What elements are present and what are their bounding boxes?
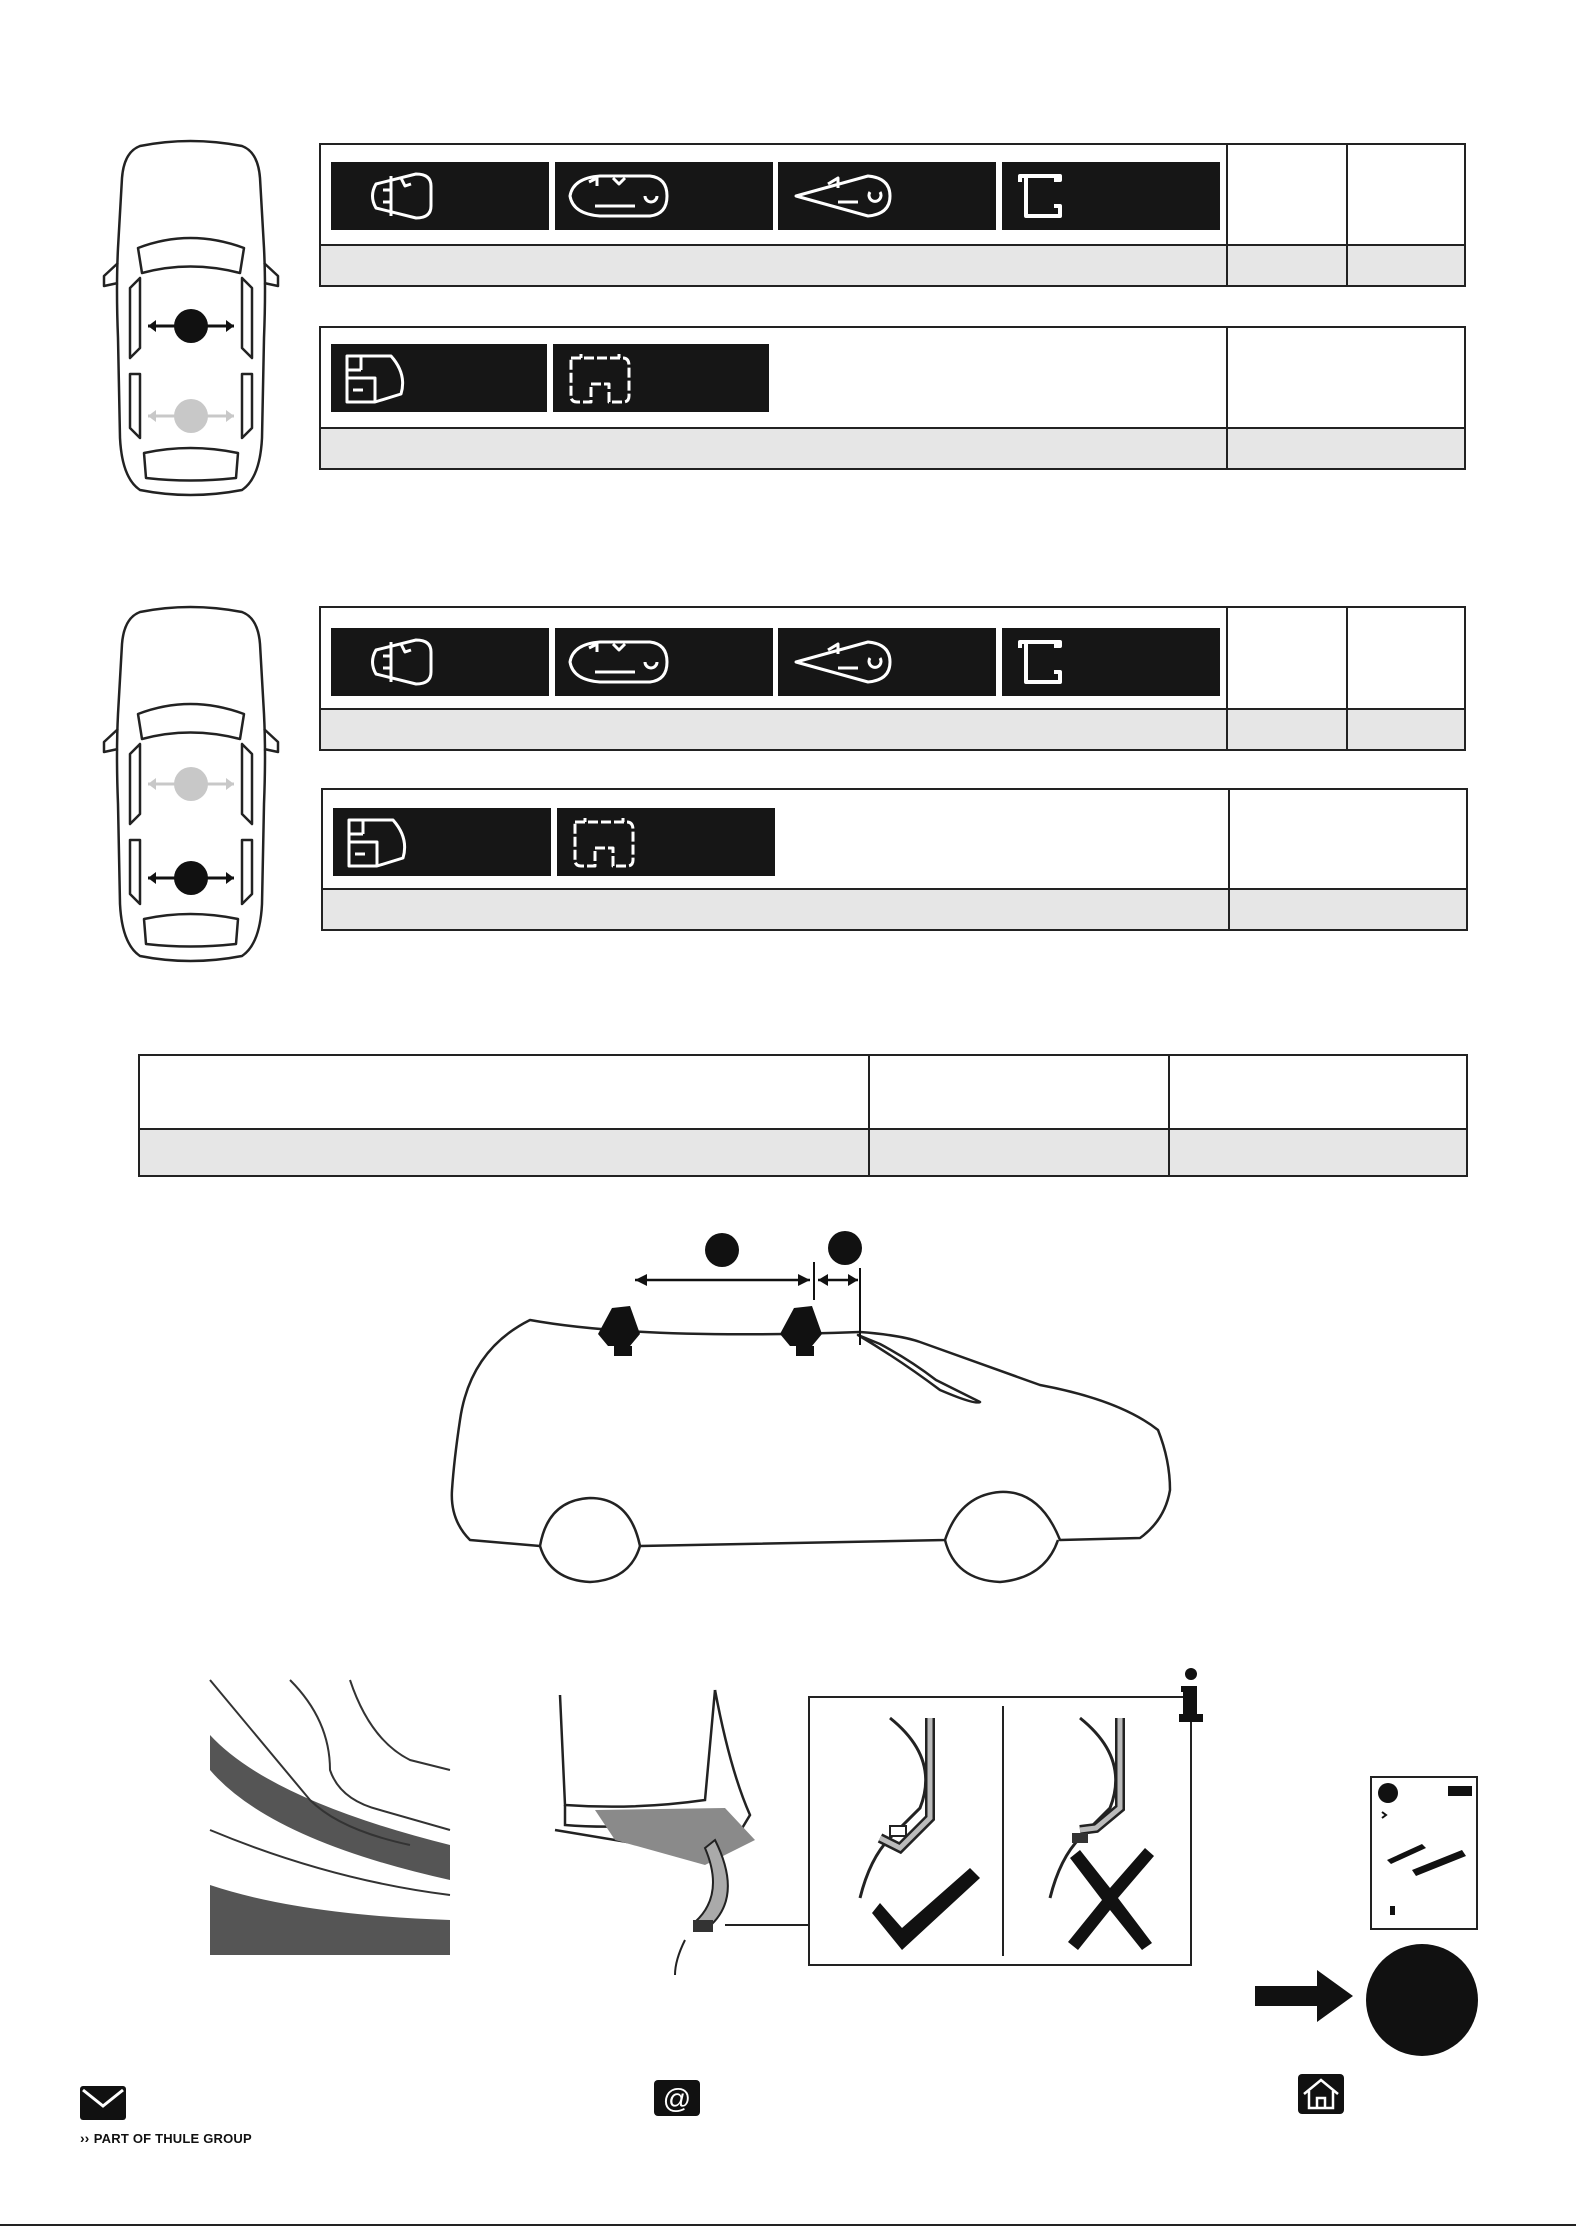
at-sign-icon[interactable] <box>654 2080 700 2116</box>
brand-text: PART OF THULE GROUP <box>93 2131 252 2146</box>
mail-icon[interactable] <box>80 2086 126 2120</box>
car-top-view-front <box>100 138 280 498</box>
next-step-badge[interactable] <box>1366 1944 1478 2056</box>
foot-mount-detail <box>555 1690 805 1975</box>
profile-measure-table-front <box>319 143 1466 287</box>
foot-position-rear-active <box>148 861 234 895</box>
distance-b-marker <box>828 1231 862 1265</box>
profile-measure-table-rear <box>319 606 1466 751</box>
foot-position-front-inactive <box>148 767 234 801</box>
distance-a-marker <box>705 1233 739 1267</box>
incorrect-fit-illustration <box>1020 1718 1180 1948</box>
rail-clamp-detail <box>210 1680 450 1955</box>
flush-rail-channel-profile-icon <box>553 344 769 412</box>
squarebar-profile-icon <box>1002 162 1220 230</box>
correct-fit-illustration <box>830 1718 990 1948</box>
slidebar-profile-icon <box>778 162 996 230</box>
roof-foot-front <box>598 1306 640 1356</box>
flush-rail-profile-icon <box>331 344 547 412</box>
roof-foot-rear <box>780 1306 822 1356</box>
table-value-row <box>323 889 1466 929</box>
wingbar-edge-profile-icon <box>331 162 549 230</box>
wingbar-evo-profile-icon <box>555 162 773 230</box>
slidebar-profile-icon <box>778 628 996 696</box>
fit-comparison-panel <box>808 1696 1192 1966</box>
pin-measure-table-front <box>319 326 1466 470</box>
table-value-row <box>321 428 1464 468</box>
foot-position-rear-inactive <box>148 399 234 433</box>
info-icon <box>1178 1668 1204 1724</box>
car-top-view-rear <box>100 604 280 964</box>
svg-text:@: @ <box>662 2083 692 2114</box>
instruction-booklet-thumbnail <box>1370 1776 1478 1930</box>
car-side-view-diagram <box>440 1220 1180 1600</box>
pin-measure-table-rear <box>321 788 1468 931</box>
check-mark-icon <box>872 1868 980 1950</box>
summary-value-row <box>140 1129 1466 1175</box>
double-chevron-icon: ›› <box>80 2130 90 2146</box>
brand-footer <box>80 2130 252 2148</box>
wingbar-evo-profile-icon <box>555 628 773 696</box>
cross-mark-icon <box>1068 1848 1154 1950</box>
home-icon[interactable] <box>1298 2074 1344 2114</box>
bottom-rule <box>0 2224 1576 2226</box>
foot-position-front-active <box>148 309 234 343</box>
squarebar-profile-icon <box>1002 628 1220 696</box>
wingbar-edge-profile-icon <box>331 628 549 696</box>
flush-rail-profile-icon <box>333 808 551 876</box>
table-value-row <box>321 245 1464 285</box>
arrow-right-icon <box>1255 1968 1355 2024</box>
summary-table <box>138 1054 1468 1177</box>
flush-rail-channel-profile-icon <box>557 808 775 876</box>
table-value-row <box>321 709 1464 749</box>
